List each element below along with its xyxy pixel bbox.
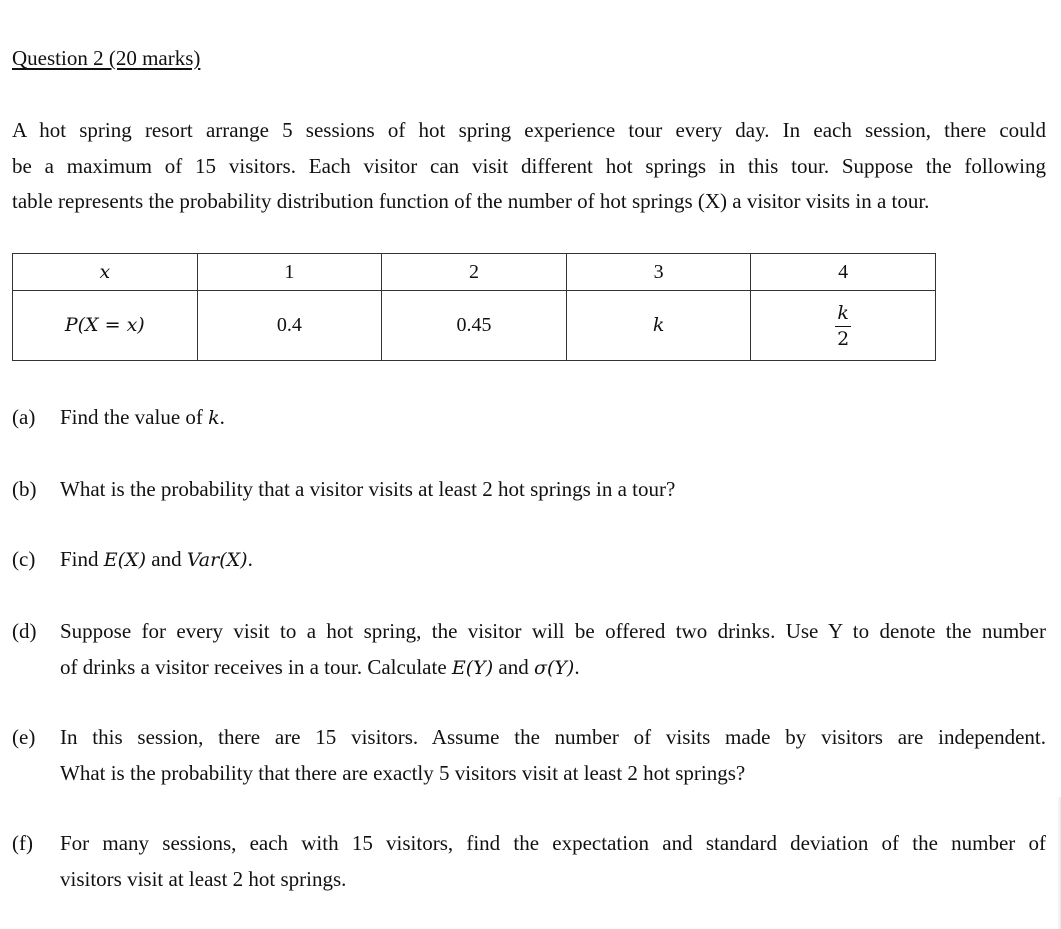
part-text: In this session, there are 15 visitors. Assume the number of visits made by visitors are independent. [60,725,1046,749]
intro-line: be a maximum of 15 visitors. Each visitor can visit different hot springs in this tour. Suppose the following [12,153,1046,178]
question-title: Question 2 (20 marks) [12,46,201,70]
table-cell-x-value: 4 [751,254,936,291]
part-label: (e) [12,725,36,749]
part-text: Suppose for every visit to a hot spring, the visitor will be offered two drinks. Use Y to denote the number [60,619,1046,643]
part-label: (c) [12,547,36,571]
question-part-c: (c) Find E(X) and Var(X). [12,542,1046,579]
intro-line: A hot spring resort arrange 5 sessions of hot spring experience tour every day. In each session, there could [12,118,1046,142]
fraction-denominator: 2 [837,328,850,350]
table-cell-x-value: 3 [566,254,751,291]
table-row-probability [13,291,936,361]
question-part-a: (a) Find the value of k. [12,400,1046,437]
table-cell-x-value: 1 [197,254,382,291]
part-text: What is the probability that a visitor visits at least 2 hot springs in a tour? [60,477,676,501]
table-row-x [13,254,936,291]
table-header-probability: P(X = x) [13,291,198,361]
part-label: (d) [12,619,37,643]
table-cell-x-value: 2 [382,254,567,291]
part-text: visitors visit at least 2 hot springs. [60,866,347,891]
part-text: What is the probability that there are exactly 5 visitors visit at least 2 hot springs? [60,760,746,785]
question-part-b [12,472,1046,508]
question-part-f [12,826,1046,897]
intro-paragraph [12,113,1046,220]
question-part-d: (d) Suppose for every visit to a hot spring, the visitor will be offered two drinks. Use Y to denote the number of drinks a visitor receives in a tour. Calculate E(Y) and σ(Y). [12,614,1046,686]
part-text: For many sessions, each with 15 visitors, find the expectation and standard deviation of the number of [60,831,1046,855]
table-cell-probability: 0.45 [382,291,567,361]
probability-distribution-table [12,253,936,361]
table-cell-probability: 0.4 [197,291,382,361]
table-cell-probability: k [566,291,751,361]
part-label: (b) [12,477,37,501]
intro-line: table represents the probability distribution function of the number of hot springs (X) a visitor visits in a tour. [12,189,930,213]
table-header-x: x [13,254,198,291]
part-label: (a) [12,405,36,429]
part-label: (f) [12,831,33,855]
table-cell-probability-fraction [751,291,936,361]
page-edge-shadow [1057,797,1061,929]
question-part-e [12,720,1046,791]
fraction-numerator: k [837,302,849,324]
